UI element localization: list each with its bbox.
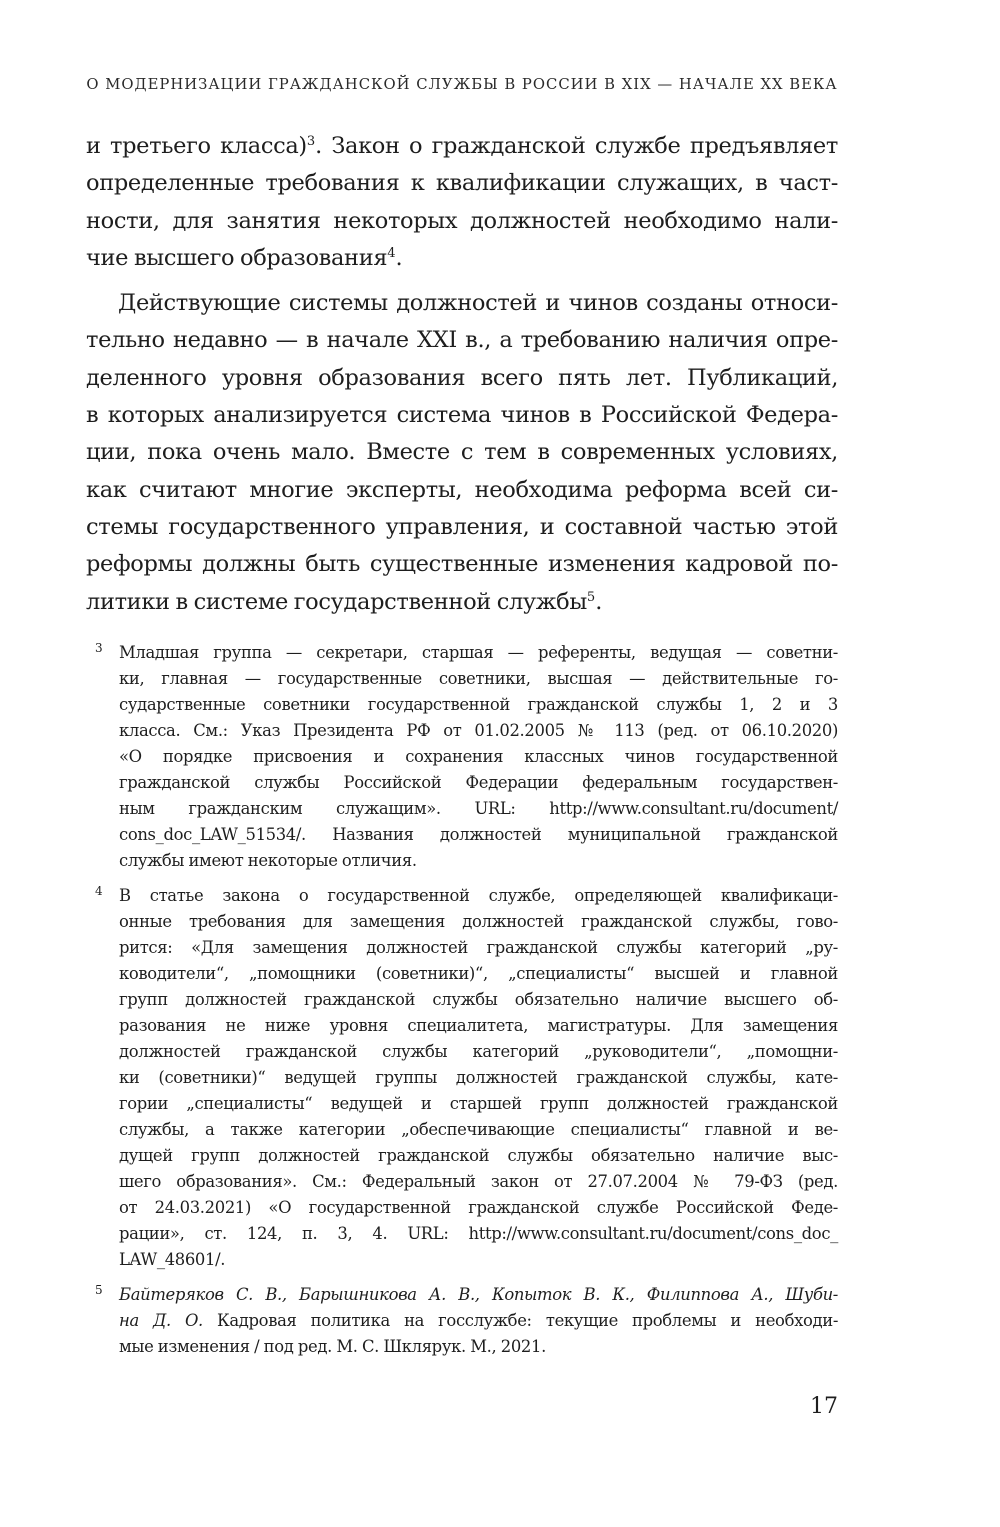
running-head: О МОДЕРНИЗАЦИИ ГРАЖДАНСКОЙ СЛУЖБЫ В РОССИИ В XIX — НАЧАЛЕ XX ВЕКА bbox=[86, 76, 838, 93]
footnote-line: мые изменения / под ред. М. С. Шклярук. М., 2021. bbox=[119, 1337, 546, 1356]
text-line: чие высшего образования$^4$. bbox=[86, 244, 403, 271]
footnote-line: разования не ниже уровня специалитета, магистратуры. Для замещения bbox=[119, 1016, 838, 1035]
footnote-line: службы, а также категории „обеспечивающие специалисты“ главной и ве- bbox=[119, 1120, 838, 1139]
footnote-mark: 5 bbox=[95, 1283, 103, 1297]
text-line: определенные требования к квалификации служащих, в част- bbox=[86, 170, 838, 197]
footnote-line: Младшая группа — секретари, старшая — референты, ведущая — советни- bbox=[119, 643, 838, 662]
footnote-mark: 3 bbox=[95, 641, 103, 655]
text-line: деленного уровня образования всего пять лет. Публикаций, bbox=[86, 364, 838, 391]
text-line: в которых анализируется система чинов в Российской Федера- bbox=[86, 402, 838, 429]
footnote-line: на Д. О. Кадровая политика на госслужбе: текущие проблемы и необходи- bbox=[119, 1311, 839, 1330]
footnote-line: от 24.03.2021) «О государственной гражданской службе Российской Феде- bbox=[119, 1198, 838, 1217]
footnote-ref[interactable]: 3 bbox=[306, 133, 316, 149]
text-line: и третьего класса)$^3$. Закон о гражданской службе предъявляет bbox=[86, 133, 838, 159]
footnotes bbox=[86, 640, 838, 1360]
text-line: как считают многие эксперты, необходима реформа всей си- bbox=[86, 476, 838, 503]
footnote-line: гражданской службы Российской Федерации федеральным государствен- bbox=[119, 773, 838, 792]
paragraph-1 bbox=[86, 128, 838, 277]
footnote-line: рации», ст. 124, п. 3, 4. URL: http://www.consultant.ru/document/cons_doc_ bbox=[119, 1224, 838, 1243]
footnote-line: cons_doc_LAW_51534/. Названия должностей муниципальной гражданской bbox=[119, 825, 838, 844]
text-line: литики в системе государственной службы$^5$. bbox=[86, 588, 603, 615]
footnote-line: ководители“, „помощники (советники)“, „специалисты“ высшей и главной bbox=[119, 964, 838, 983]
footnote-line: дущей групп должностей гражданской службы обязательно наличие выс- bbox=[119, 1146, 838, 1165]
footnote-4 bbox=[86, 883, 838, 1273]
footnote-line: рится: «Для замещения должностей гражданской службы категорий „ру- bbox=[119, 938, 838, 957]
footnote-line: шего образования». См.: Федеральный закон от 27.07.2004 № 79-ФЗ (ред. bbox=[119, 1172, 838, 1191]
paragraph-2 bbox=[86, 285, 838, 621]
footnote-line: В статье закона о государственной службе, определяющей квалификаци- bbox=[119, 886, 838, 905]
text-line: реформы должны быть существенные изменения кадровой по- bbox=[86, 551, 838, 578]
text-line: ности, для занятия некоторых должностей необходимо нали- bbox=[86, 207, 838, 234]
footnote-line: гории „специалисты“ ведущей и старшей групп должностей гражданской bbox=[119, 1094, 838, 1113]
footnote-line: ки, главная — государственные советники, высшая — действительные го- bbox=[119, 669, 838, 688]
text-line: тельно недавно — в начале XXI в., а требованию наличия опре- bbox=[86, 327, 838, 354]
footnote-authors: Байтеряков С. В., Барышникова А. В., Копыток В. К., Филиппова А., Шуби- bbox=[119, 1285, 838, 1304]
footnote-line: ки (советники)“ ведущей группы должностей гражданской службы, кате- bbox=[119, 1068, 838, 1087]
footnote-ref[interactable]: 4 bbox=[387, 245, 396, 261]
footnote-line: класса. См.: Указ Президента РФ от 01.02.2005 № 113 (ред. от 06.10.2020) bbox=[119, 721, 838, 740]
footnote-5 bbox=[86, 1282, 838, 1360]
footnote-line: групп должностей гражданской службы обязательно наличие высшего об- bbox=[119, 990, 838, 1009]
footnote-line: LAW_48601/. bbox=[119, 1250, 226, 1269]
footnote-line: онные требования для замещения должностей гражданской службы, гово- bbox=[119, 912, 838, 931]
text-line: стемы государственного управления, и составной частью этой bbox=[86, 513, 838, 540]
text-line: Действующие системы должностей и чинов созданы относи- bbox=[118, 290, 838, 317]
footnote-line: «О порядке присвоения и сохранения классных чинов государственной bbox=[119, 747, 838, 766]
footnote-mark: 4 bbox=[95, 884, 103, 898]
footnote-3 bbox=[86, 640, 838, 874]
footnote-line: сударственные советники государственной гражданской службы 1, 2 и 3 bbox=[119, 695, 838, 714]
footnote-line: ным гражданским служащим». URL: http://www.consultant.ru/document/ bbox=[119, 799, 838, 818]
main-text bbox=[86, 128, 838, 621]
footnote-line: должностей гражданской службы категорий „руководители“, „помощни- bbox=[119, 1042, 838, 1061]
footnote-ref[interactable]: 5 bbox=[586, 589, 596, 605]
footnote-authors: на Д. О. bbox=[119, 1311, 203, 1330]
text-line: ции, пока очень мало. Вместе с тем в современных условиях, bbox=[86, 439, 838, 466]
footnote-line: службы имеют некоторые отличия. bbox=[119, 851, 417, 870]
page-number: 17 bbox=[810, 1394, 838, 1419]
